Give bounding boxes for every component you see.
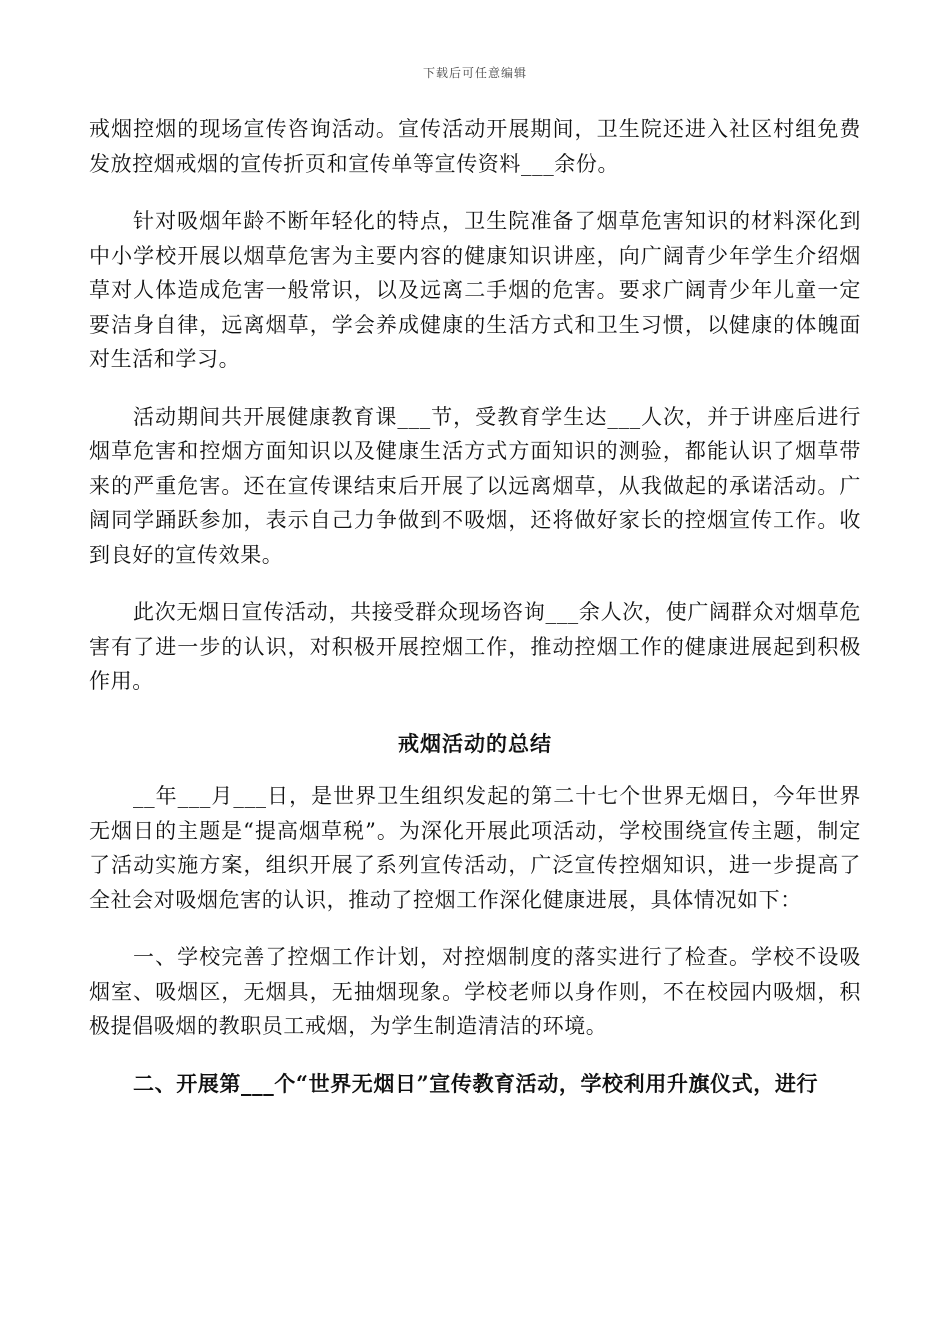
paragraph-2: 针对吸烟年龄不断年轻化的特点，卫生院准备了烟草危害知识的材料深化到中小学校开展以烟草危害为主要内容的健康知识讲座，向广阔青少年学生介绍烟草对人体造成危害一般常识，以及远离二手烟的危害。要求广阔青少年儿童一定要洁身自律，远离烟草，学会养成健康的生活方式和卫生习惯，以健康的体魄面对生活和学习。 bbox=[89, 209, 861, 371]
page-header: 下载后可任意编辑 bbox=[422, 66, 527, 80]
paragraph-6: 一、学校完善了控烟工作计划，对控烟制度的落实进行了检查。学校不设吸烟室、吸烟区，无烟具，无抽烟现象。学校老师以身作则，不在校园内吸烟，积极提倡吸烟的教职员工戒烟，为学生制造清洁的环境。 bbox=[89, 945, 861, 1038]
paragraph-5: __年___月___日，是世界卫生组织发起的第二十七个世界无烟日，今年世界无烟日的主题是“提高烟草税”。为深化开展此项活动，学校围绕宣传主题，制定了活动实施方案，组织开展了系列宣传活动，广泛宣传控烟知识，进一步提高了全社会对吸烟危害的认识，推动了控烟工作深化健康进展，具体情况如下： bbox=[89, 784, 861, 912]
paragraph-3: 活动期间共开展健康教育课___节，受教育学生达___人次，并于讲座后进行烟草危害和控烟方面知识以及健康生活方式方面知识的测验，都能认识了烟草带来的严重危害。还在宣传课结束后开展了以远离烟草，从我做起的承诺活动。广阔同学踊跃参加，表示自己力争做到不吸烟，还将做好家长的控烟宣传工作。收到良好的宣传效果。 bbox=[89, 404, 861, 567]
section-title: 戒烟活动的总结 bbox=[398, 730, 552, 756]
paragraph-1: 戒烟控烟的现场宣传咨询活动。宣传活动开展期间，卫生院还进入社区村组免费发放控烟戒烟的宣传折页和宣传单等宣传资料___余份。 bbox=[89, 117, 861, 176]
paragraph-4: 此次无烟日宣传活动，共接受群众现场咨询___余人次，使广阔群众对烟草危害有了进一步的认识，对积极开展控烟工作，推动控烟工作的健康进展起到积极作用。 bbox=[89, 600, 861, 693]
paragraph-7: 二、开展第___个“世界无烟日”宣传教育活动，学校利用升旗仪式，进行 bbox=[133, 1070, 819, 1096]
document-body bbox=[89, 112, 861, 1101]
